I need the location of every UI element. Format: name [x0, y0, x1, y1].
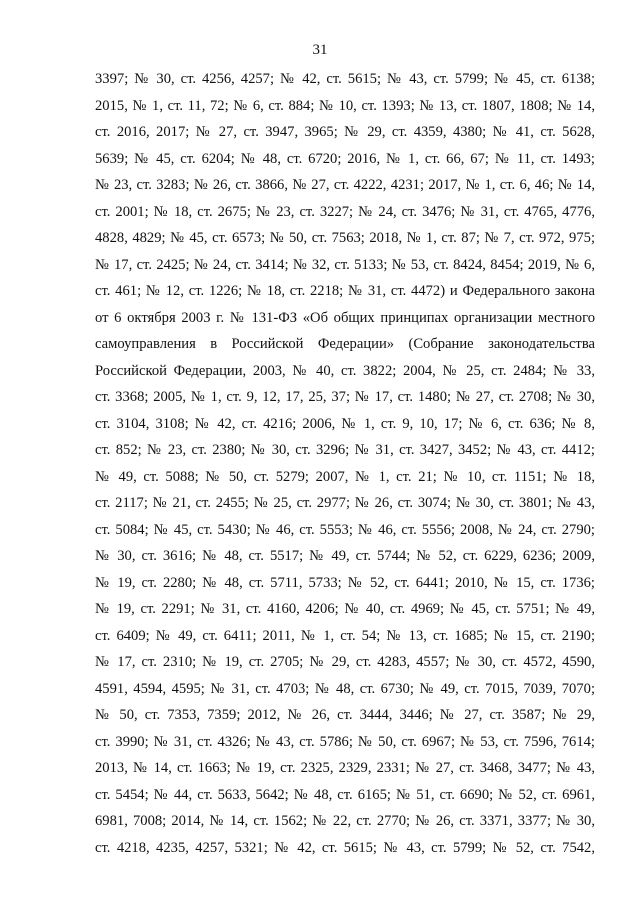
text-line: ст. 6409; № 49, ст. 6411; 2011, № 1, ст. 54; № 13, ст. 1685; № 15, ст. 2190; [95, 627, 595, 644]
text-line: № 30, ст. 3616; № 48, ст. 5517; № 49, ст. 5744; № 52, ст. 6229, 6236; 2009, [95, 548, 595, 564]
text-line: № 50, ст. 7353, 7359; 2012, № 26, ст. 3444, 3446; № 27, ст. 3587; № 29, [95, 707, 595, 723]
text-line: ст. 852; № 23, ст. 2380; № 30, ст. 3296; № 31, ст. 3427, 3452; № 43, ст. 4412; [95, 442, 595, 458]
text-line: ст. 461; № 12, ст. 1226; № 18, ст. 2218; № 31, ст. 4472) и Федерального закона [95, 283, 595, 299]
text-line: 2013, № 14, ст. 1663; № 19, ст. 2325, 2329, 2331; № 27, ст. 3468, 3477; № 43, [95, 760, 595, 776]
text-line: № 23, ст. 3283; № 26, ст. 3866, № 27, ст. 4222, 4231; 2017, № 1, ст. 6, 46; № 14, [95, 177, 595, 193]
text-line: № 17, ст. 2310; № 19, ст. 2705; № 29, ст. 4283, 4557; № 30, ст. 4572, 4590, [95, 654, 595, 670]
text-line: 2015, № 1, ст. 11, 72; № 6, ст. 884; № 10, ст. 1393; № 13, ст. 1807, 1808; № 14, [95, 97, 595, 114]
text-line: ст. 4218, 4235, 4257, 5321; № 42, ст. 5615; № 43, ст. 5799; № 52, ст. 7542, [95, 839, 595, 856]
text-line: 4828, 4829; № 45, ст. 6573; № 50, ст. 7563; 2018, № 1, ст. 87; № 7, ст. 972, 975; [95, 230, 595, 246]
text-line: ст. 3104, 3108; № 42, ст. 4216; 2006, № 1, ст. 9, 10, 17; № 6, ст. 636; № 8, [95, 415, 595, 432]
text-line: № 19, ст. 2280; № 48, ст. 5711, 5733; № 52, ст. 6441; 2010, № 15, ст. 1736; [95, 574, 595, 591]
text-line: ст. 3368; 2005, № 1, ст. 9, 12, 17, 25, 37; № 17, ст. 1480; № 27, ст. 2708; № 30, [95, 389, 595, 405]
text-line: 4591, 4594, 4595; № 31, ст. 4703; № 48, ст. 6730; № 49, ст. 7015, 7039, 7070; [95, 680, 595, 697]
body-text [95, 66, 595, 861]
text-line: самоуправления в Российской Федерации» (Собрание законодательства [95, 336, 595, 352]
text-line: ст. 5454; № 44, ст. 5633, 5642; № 48, ст. 6165; № 51, ст. 6690; № 52, ст. 6961, [95, 786, 595, 803]
text-line: № 17, ст. 2425; № 24, ст. 3414; № 32, ст. 5133; № 53, ст. 8424, 8454; 2019, № 6, [95, 256, 595, 273]
text-line: № 49, ст. 5088; № 50, ст. 5279; 2007, № 1, ст. 21; № 10, ст. 1151; № 18, [95, 468, 595, 485]
text-line: ст. 2016, 2017; № 27, ст. 3947, 3965; № 29, ст. 4359, 4380; № 41, ст. 5628, [95, 124, 595, 140]
text-line: от 6 октября 2003 г. № 131-ФЗ «Об общих принципах организации местного [95, 309, 595, 326]
text-line: № 19, ст. 2291; № 31, ст. 4160, 4206; № 40, ст. 4969; № 45, ст. 5751; № 49, [95, 601, 595, 617]
text-line: ст. 2117; № 21, ст. 2455; № 25, ст. 2977; № 26, ст. 3074; № 30, ст. 3801; № 43, [95, 495, 595, 511]
text-line: ст. 2001; № 18, ст. 2675; № 23, ст. 3227; № 24, ст. 3476; № 31, ст. 4765, 4776, [95, 203, 595, 220]
text-line: Российской Федерации, 2003, № 40, ст. 3822; 2004, № 25, ст. 2484; № 33, [95, 362, 595, 379]
text-line: ст. 3990; № 31, ст. 4326; № 43, ст. 5786; № 50, ст. 6967; № 53, ст. 7596, 7614; [95, 733, 595, 750]
text-line: 3397; № 30, ст. 4256, 4257; № 42, ст. 5615; № 43, ст. 5799; № 45, ст. 6138; [95, 71, 595, 87]
text-line: ст. 5084; № 45, ст. 5430; № 46, ст. 5553; № 46, ст. 5556; 2008, № 24, ст. 2790; [95, 521, 595, 538]
text-line: 6981, 7008; 2014, № 14, ст. 1562; № 22, ст. 2770; № 26, ст. 3371, 3377; № 30, [95, 813, 595, 829]
text-line: 5639; № 45, ст. 6204; № 48, ст. 6720; 2016, № 1, ст. 66, 67; № 11, ст. 1493; [95, 150, 595, 167]
page-number: 31 [312, 42, 328, 58]
